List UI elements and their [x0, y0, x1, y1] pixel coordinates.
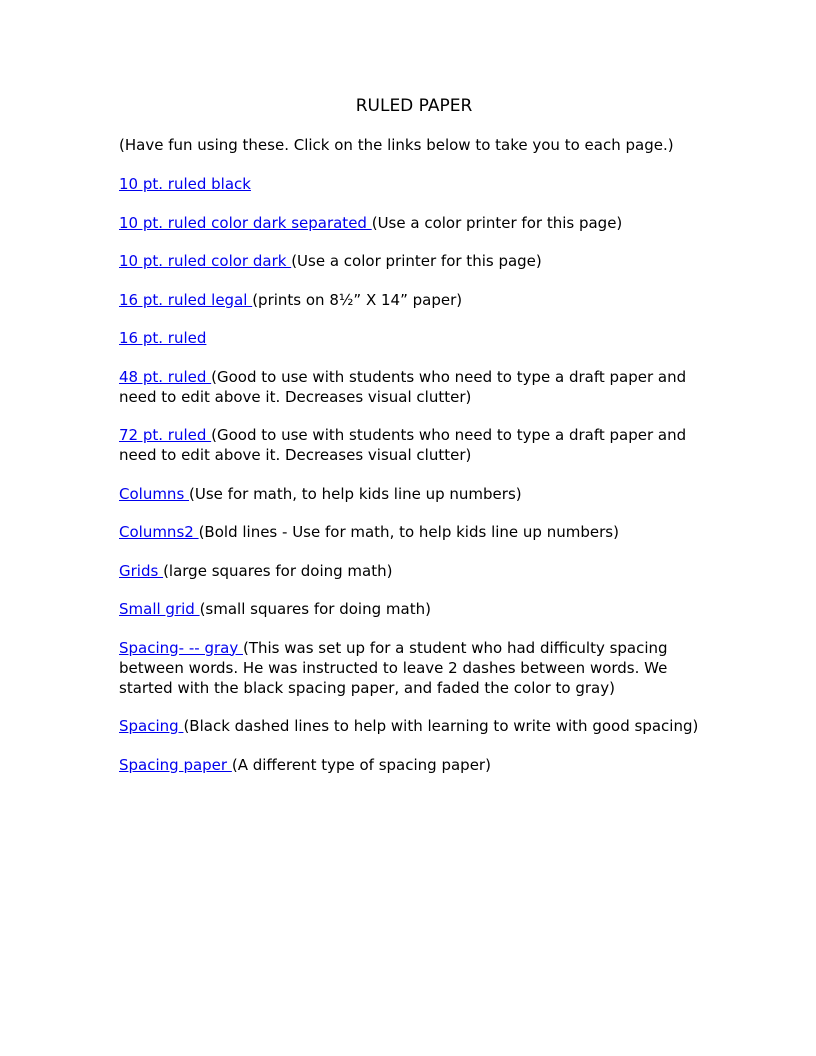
list-item: [119, 213, 709, 233]
link-48pt-ruled[interactable]: 48 pt. ruled: [119, 367, 212, 386]
list-item: [119, 174, 709, 194]
document-page: [119, 96, 709, 793]
list-item: [119, 599, 709, 619]
link-10pt-ruled-color-dark[interactable]: 10 pt. ruled color dark: [119, 252, 292, 270]
page-title: RULED PAPER: [355, 96, 473, 116]
entry-note: (prints on 8½” X 14” paper): [252, 290, 463, 309]
entry-note: (small squares for doing math): [199, 600, 431, 618]
list-item: [119, 328, 709, 348]
link-spacing-gray[interactable]: Spacing- -- gray: [119, 638, 243, 657]
entry-note: (Black dashed lines to help with learning to write with good spacing): [183, 717, 699, 735]
entry-note: (This was set up for a student who had difficulty spacing between words. He was instructed to leave 2 dashes between words. We started with the black spacing paper, and faded the color to gray): [119, 638, 668, 697]
link-columns2[interactable]: Columns2: [119, 523, 199, 541]
intro-text: (Have fun using these. Click on the links below to take you to each page.): [119, 136, 674, 154]
list-item: [119, 367, 709, 407]
link-72pt-ruled[interactable]: 72 pt. ruled: [119, 426, 212, 444]
list-item: [119, 755, 709, 775]
link-small-grid[interactable]: Small grid: [119, 600, 200, 618]
entry-note: (A different type of spacing paper): [231, 755, 491, 774]
link-10pt-ruled-black[interactable]: 10 pt. ruled black: [119, 175, 251, 193]
entry-note: (Use for math, to help kids line up numbers): [189, 484, 522, 503]
list-item: [119, 290, 709, 310]
list-item: [119, 638, 709, 698]
link-grids[interactable]: Grids: [119, 561, 164, 580]
list-item: [119, 484, 709, 504]
entry-note: (Use a color printer for this page): [291, 252, 542, 270]
entry-note: (large squares for doing math): [163, 561, 393, 580]
list-item: [119, 522, 709, 542]
list-item: [119, 716, 709, 736]
link-spacing-paper[interactable]: Spacing paper: [119, 755, 232, 774]
link-16pt-ruled[interactable]: 16 pt. ruled: [119, 329, 207, 347]
link-10pt-ruled-color-dark-separated[interactable]: 10 pt. ruled color dark separated: [119, 213, 372, 232]
list-item: [119, 561, 709, 581]
entry-note: (Good to use with students who need to type a draft paper and need to edit above it. Decreases visual clutter): [119, 367, 687, 406]
entry-note: (Use a color printer for this page): [371, 213, 623, 232]
entry-note: (Bold lines - Use for math, to help kids line up numbers): [198, 523, 619, 541]
list-item: [119, 251, 709, 271]
link-columns[interactable]: Columns: [119, 484, 190, 503]
list-item: [119, 425, 709, 465]
entry-note: (Good to use with students who need to type a draft paper and need to edit above it. Decreases visual clutter): [119, 426, 687, 464]
link-16pt-ruled-legal[interactable]: 16 pt. ruled legal: [119, 290, 253, 309]
link-spacing[interactable]: Spacing: [119, 717, 184, 735]
